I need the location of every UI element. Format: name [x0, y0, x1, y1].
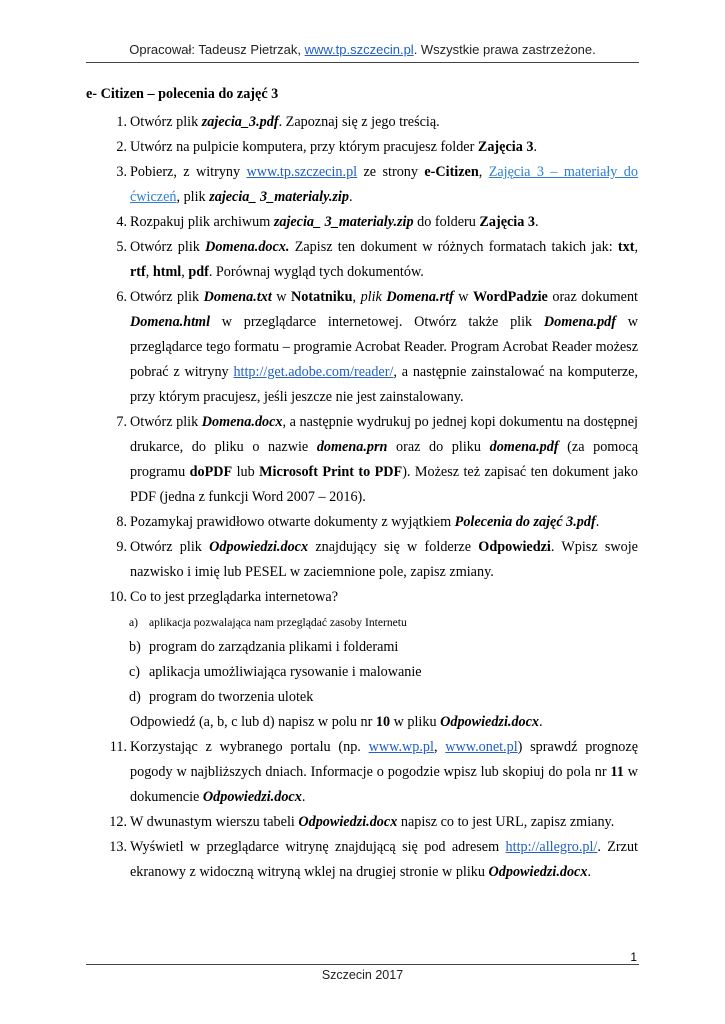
allegro-link[interactable]: http://allegro.pl/: [505, 839, 598, 855]
item-number: 8.: [116, 514, 127, 530]
footer-divider: [86, 964, 639, 965]
file-name: domena.pdf: [489, 439, 559, 455]
item-number: 6.: [116, 289, 127, 305]
header-divider: [86, 62, 639, 63]
file-name: Odpowiedzi.docx: [440, 714, 540, 730]
file-name: Odpowiedzi.docx: [209, 539, 309, 555]
page-footer: Szczecin 2017: [321, 968, 404, 982]
item-text: Otwórz plik Domena.docx. Zapisz ten dokument w różnych formatach takich jak: txt, rtf, html, pdf. Porównaj wygląd tych dokumentów.: [130, 239, 638, 280]
list-item: [86, 135, 638, 160]
item-text: W dwunastym wierszu tabeli Odpowiedzi.docx napisz co to jest URL, zapisz zmiany.: [130, 814, 615, 830]
item-number: 11.: [109, 739, 127, 755]
file-name: zajecia_ 3_materialy.zip: [273, 214, 414, 230]
item-number: 9.: [116, 539, 127, 555]
answer-option-b: b) program do zarządzania plikami i folderami: [129, 639, 399, 655]
item-text: Co to jest przeglądarka internetowa?: [130, 589, 338, 605]
list-item: [86, 210, 638, 235]
item-text: Pozamykaj prawidłowo otwarte dokumenty z wyjątkiem Polecenia do zajęć 3.pdf.: [130, 514, 600, 530]
item-text: Wyświetl w przeglądarce witrynę znajdującą się pod adresem http://allegro.pl/. Zrzut ekranowy z widoczną witryną wklej na drugiej stronie w pliku Odpowiedzi.docx.: [130, 839, 638, 880]
item-text: Otwórz plik zajecia_3.pdf. Zapoznaj się z jego treścią.: [130, 114, 440, 130]
file-name: Odpowiedzi.docx: [488, 864, 588, 880]
file-name: Odpowiedzi.docx: [202, 789, 302, 805]
item-number: 13.: [109, 839, 127, 855]
item-number: 3.: [116, 164, 127, 180]
item-text: Pobierz, z witryny www.tp.szczecin.pl ze strony e-Citizen, Zajęcia 3 – materiały do ćwiczeń, plik zajecia_ 3_materialy.zip.: [130, 164, 638, 205]
header-rights: . Wszystkie prawa zastrzeżone.: [413, 42, 596, 57]
file-name: Domena.rtf: [386, 289, 454, 305]
list-item: [86, 510, 638, 535]
file-name: Domena.docx: [201, 414, 283, 430]
file-name: domena.prn: [316, 439, 388, 455]
item-number: 12.: [109, 814, 127, 830]
file-name: Odpowiedzi.docx: [298, 814, 398, 830]
answer-option-a: a) aplikacja pozwalająca nam przeglądać zasoby Internetu: [129, 616, 407, 629]
list-item: [86, 535, 638, 585]
header-author: Opracował: Tadeusz Pietrzak,: [129, 42, 305, 57]
list-item: [86, 810, 638, 835]
task-list: [86, 110, 638, 885]
item-number: 10.: [109, 589, 127, 605]
header-link[interactable]: www.tp.szczecin.pl: [304, 42, 414, 57]
page-header: [0, 42, 725, 57]
list-item: [86, 285, 638, 410]
list-item: [86, 835, 638, 885]
item-text: Otwórz plik Domena.docx, a następnie wydrukuj po jednej kopi dokumentu na dostępnej drukarce, do pliku o nazwie domena.prn oraz do pliku domena.pdf (za pomocą programu doPDF lub Microsoft Print to PDF). Możesz też zapisać ten dokument jako PDF (jedna z funkcji Word 2007 – 2016).: [130, 414, 639, 505]
item-number: 4.: [116, 214, 127, 230]
file-name: zajecia_3.pdf: [201, 114, 279, 130]
item-number: 5.: [116, 239, 127, 255]
wp-link[interactable]: www.wp.pl: [368, 739, 434, 755]
answer-option-d: d) program do tworzenia ulotek: [129, 689, 314, 705]
materials-link[interactable]: Zajęcia 3 – materiały do ćwiczeń: [130, 164, 638, 205]
adobe-link[interactable]: http://get.adobe.com/reader/: [233, 364, 394, 380]
document-title: e- Citizen – polecenia do zajęć 3: [86, 86, 279, 102]
onet-link[interactable]: www.onet.pl: [445, 739, 518, 755]
file-name: Domena.html: [130, 314, 211, 330]
answer-option-c: c) aplikacja umożliwiająca rysowanie i malowanie: [129, 664, 422, 680]
file-name: Polecenia do zajęć 3.pdf: [454, 514, 596, 530]
item-text: Korzystając z wybranego portalu (np. www.wp.pl, www.onet.pl) sprawdź prognozę pogody w najbliższych dniach. Informacje o pogodzie wpisz lub skopiuj do pola nr 11 w dokumencie Odpowiedzi.docx.: [130, 739, 638, 805]
list-item: [86, 735, 638, 810]
page-number: 1: [630, 950, 637, 964]
item-text: Rozpakuj plik archiwum zajecia_ 3_materialy.zip do folderu Zajęcia 3.: [130, 214, 539, 230]
file-name: Domena.txt: [203, 289, 272, 305]
list-item: [86, 585, 638, 610]
list-item: [86, 235, 638, 285]
item-text: Otwórz plik Domena.txt w Notatniku, plik Domena.rtf w WordPadzie oraz dokument Domena.html w przeglądarce internetowej. Otwórz także plik Domena.pdf w przeglądarce tego formatu – programie Acrobat Reader. Program Acrobat Reader możesz pobrać z witryny http://get.adobe.com/reader/, a następnie zainstalować na komputerze, przy którym pracujesz, jeśli jeszcze nie jest zainstalowany.: [130, 289, 639, 405]
item-number: 7.: [116, 414, 127, 430]
item-number: 1.: [116, 114, 127, 130]
site-link[interactable]: www.tp.szczecin.pl: [246, 164, 358, 180]
list-item: [86, 410, 638, 510]
item-text: Otwórz plik Odpowiedzi.docx znajdujący się w folderze Odpowiedzi. Wpisz swoje nazwisko i imię lub PESEL w zaciemnione pole, zapisz zmiany.: [130, 539, 638, 580]
answer-instruction: Odpowiedź (a, b, c lub d) napisz w polu nr 10 w pliku Odpowiedzi.docx.: [130, 714, 543, 730]
item-number: 2.: [116, 139, 127, 155]
list-item: [86, 110, 638, 135]
file-name: zajecia_ 3_materialy.zip: [209, 189, 349, 205]
file-name: Domena.docx.: [205, 239, 290, 255]
list-item: [86, 160, 638, 210]
item-text: Utwórz na pulpicie komputera, przy którym pracujesz folder Zajęcia 3.: [130, 139, 537, 155]
file-name: Domena.pdf: [543, 314, 616, 330]
